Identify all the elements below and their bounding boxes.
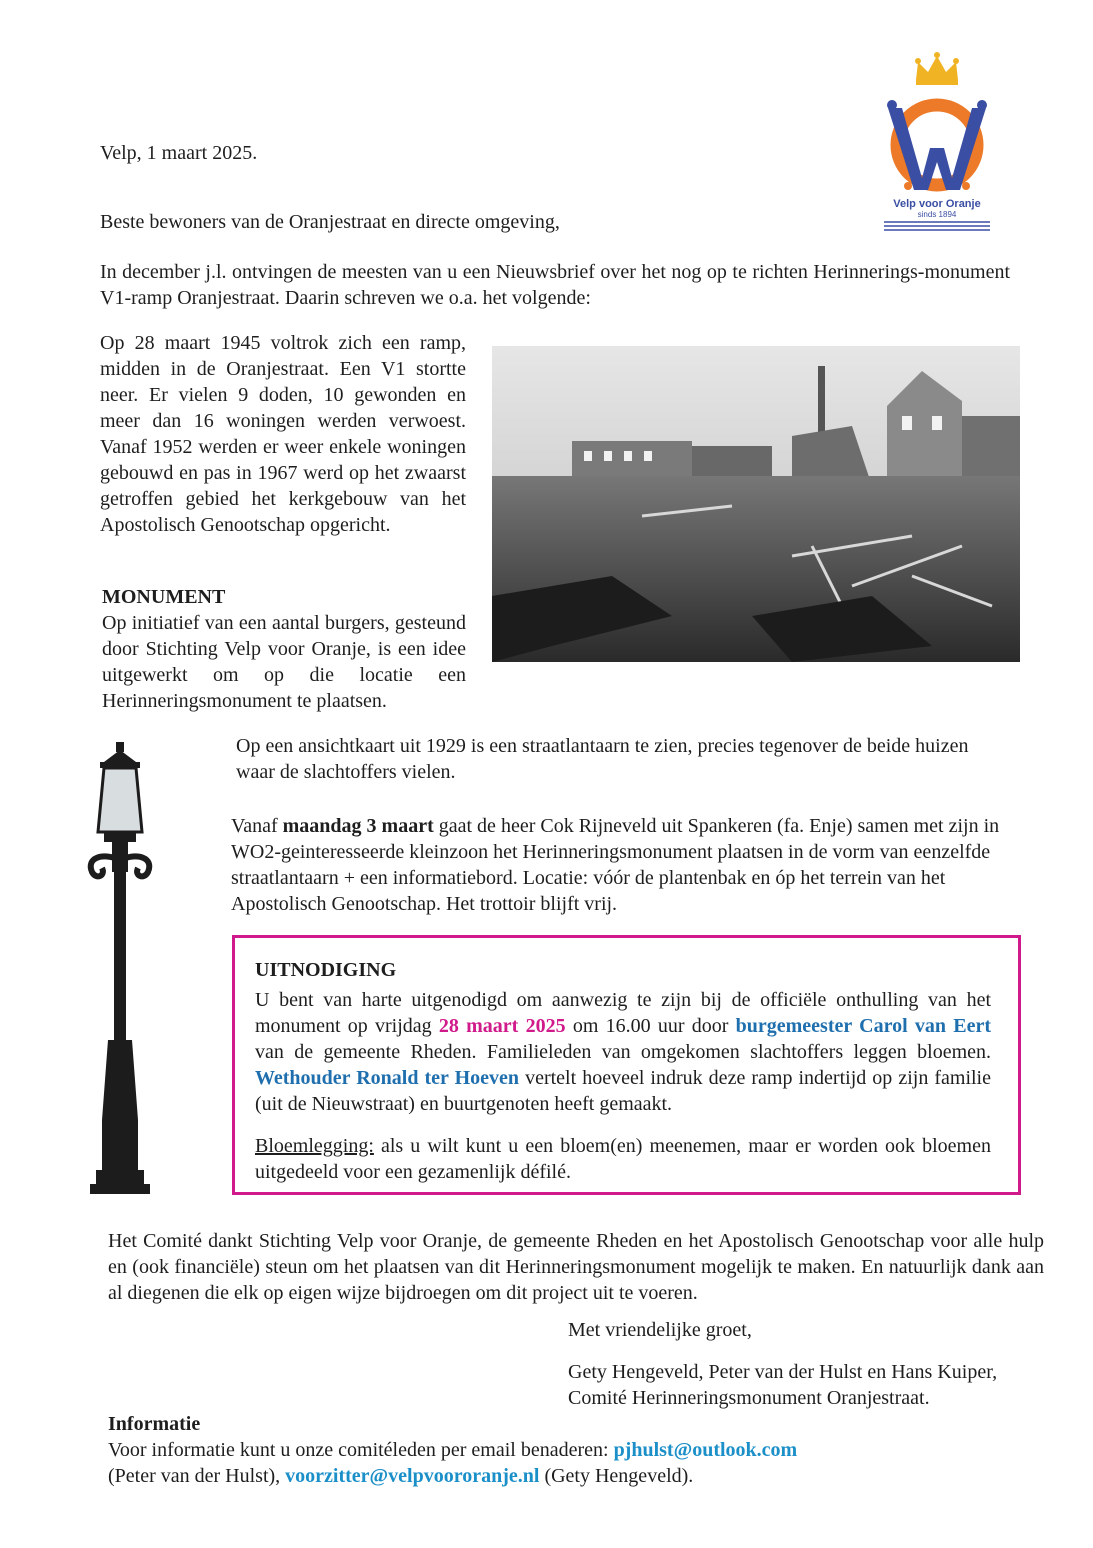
velp-voor-oranje-logo bbox=[878, 50, 996, 240]
w-letter-shape bbox=[888, 108, 986, 190]
letter-date: Velp, 1 maart 2025. bbox=[100, 142, 258, 164]
email-link-voorzitter[interactable]: voorzitter@velpvoororanje.nl bbox=[285, 1465, 540, 1487]
invitation-heading: UITNODIGING bbox=[255, 959, 397, 981]
mayor-name: burgemeester Carol van Eert bbox=[735, 1015, 991, 1037]
info-line-1: Voor informatie kunt u onze comitéleden per email benaderen: pjhulst@outlook.com bbox=[108, 1439, 798, 1461]
placement-paragraph: Vanaf maandag 3 maart gaat de heer Cok Rijneveld uit Spankeren (fa. Enje) samen met zijn in WO2-geinteresseerde kleinzoon het Herinneringsmonument plaatsen in de vorm van eenzelfde straatlantaarn + een informatiebord. Locatie: vóór de plantenbak en óp het terrein van het Apostolisch Genootschap. Het trottoir blijft vrij. bbox=[231, 815, 1000, 915]
info-line-2: (Peter van der Hulst), voorzitter@velpvoororanje.nl (Gety Hengeveld). bbox=[108, 1465, 694, 1487]
monument-paragraph: Op initiatief van een aantal burgers, gesteund door Stichting Velp voor Oranje, is een idee uitgewerkt om op die locatie een Herinneringsmonument te plaatsen. bbox=[102, 612, 466, 712]
email-link-pjhulst[interactable]: pjhulst@outlook.com bbox=[613, 1439, 798, 1461]
intro-paragraph: In december j.l. ontvingen de meesten van u een Nieuwsbrief over het nog op te richten Herinnerings-monument V1-ramp Oranjestraat. Daarin schreven we o.a. het volgende: bbox=[100, 261, 1010, 309]
alderman-name: Wethouder Ronald ter Hoeven bbox=[255, 1067, 520, 1089]
logo-name: Velp voor Oranje bbox=[893, 198, 981, 210]
flower-laying-paragraph: Bloemlegging: als u wilt kunt u een bloem(en) meenemen, maar er worden ook bloemen uitgedeeld voor een gezamenlijk défilé. bbox=[255, 1135, 991, 1183]
info-heading: Informatie bbox=[108, 1413, 201, 1435]
unveiling-date: 28 maart 2025 bbox=[438, 1015, 566, 1037]
monument-heading: MONUMENT bbox=[102, 586, 226, 608]
invitation-paragraph: U bent van harte uitgenodigd om aanwezig te zijn bij de officiële onthulling van het monument op vrijdag 28 maart 2025 om 16.00 uur door burgemeester Carol van Eert van de gemeente Rheden. Familieleden van omgekomen slachtoffers leggen bloemen. Wethouder Ronald ter Hoeven vertelt hoeveel indruk deze ramp indertijd op zijn familie (uit de Nieuwstraat) en buurtgenoten heeft gemaakt. bbox=[255, 989, 991, 1115]
crown-icon bbox=[915, 52, 959, 85]
postcard-paragraph: Op een ansichtkaart uit 1929 is een straatlantaarn te zien, precies tegenover de beide huizen waar de slachtoffers vielen. bbox=[236, 735, 969, 783]
placement-date: maandag 3 maart bbox=[282, 815, 434, 837]
logo-since: sinds 1894 bbox=[917, 210, 957, 219]
thanks-paragraph: Het Comité dankt Stichting Velp voor Oranje, de gemeente Rheden en het Apostolisch Genootschap voor alle hulp en (ook financiële) steun om het plaatsen van dit Herinneringsmonument mogelijk te maken. En natuurlijk dank aan al diegenen die elk op eigen wijze bijdroegen om dit project uit te voeren. bbox=[108, 1230, 1044, 1304]
flower-laying-label: Bloemlegging: bbox=[255, 1135, 374, 1157]
closing: Met vriendelijke groet, bbox=[568, 1319, 752, 1341]
v1-ruins-photo bbox=[492, 346, 1020, 662]
salutation: Beste bewoners van de Oranjestraat en directe omgeving, bbox=[100, 211, 560, 233]
street-lantern-image bbox=[62, 740, 178, 1200]
story-paragraph: Op 28 maart 1945 voltrok zich een ramp, midden in de Oranjestraat. Een V1 stortte neer. Er vielen 9 doden, 10 gewonden en meer dan 16 woningen werden verwoest. Vanaf 1952 werden er weer enkele woningen gebouwd en pas in 1967 werd op het zwaarst getroffen gebied het kerkgebouw van het Apostolisch Genootschap opgericht. bbox=[100, 332, 466, 536]
committee-name: Comité Herinneringsmonument Oranjestraat. bbox=[568, 1387, 930, 1409]
signatories: Gety Hengeveld, Peter van der Hulst en Hans Kuiper, bbox=[568, 1361, 998, 1383]
